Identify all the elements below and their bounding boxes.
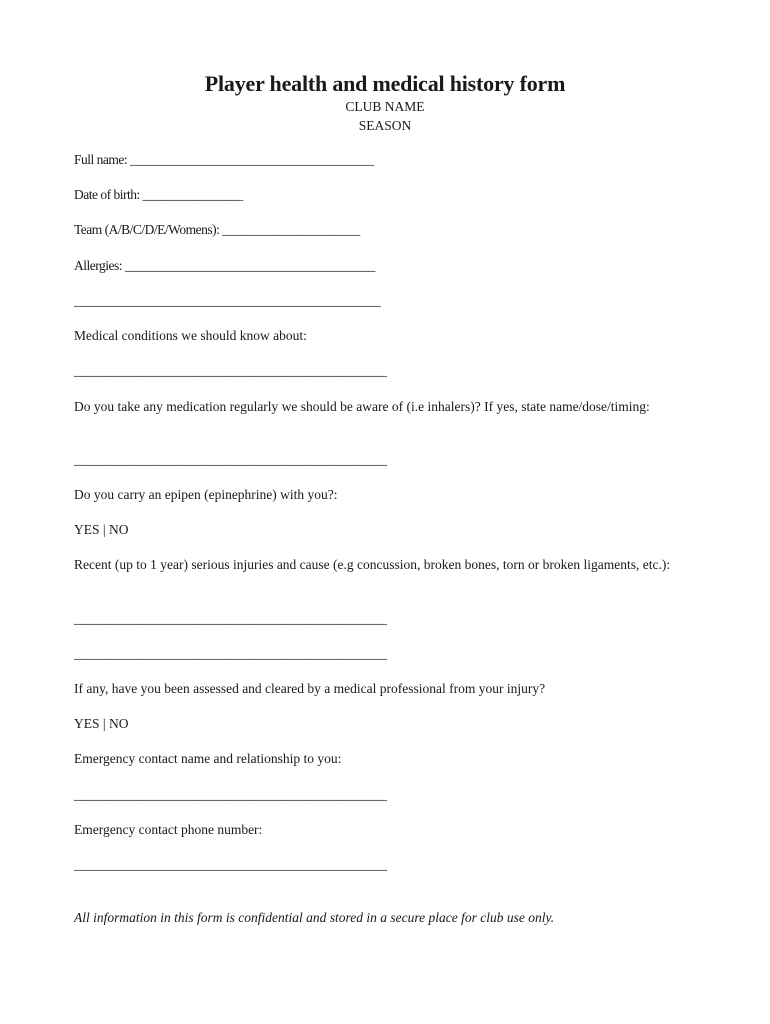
injuries-line-2[interactable]: __________________________________________________ xyxy=(74,646,387,661)
injuries-line-1[interactable]: __________________________________________________ xyxy=(74,611,387,626)
injuries-question: Recent (up to 1 year) serious injuries and cause (e.g concussion, broken bones, torn or broken ligaments, etc.): xyxy=(74,557,671,572)
epipen-question: Do you carry an epipen (epinephrine) with you?: xyxy=(74,487,338,502)
season: SEASON xyxy=(358,118,412,133)
medication-question: Do you take any medication regularly we should be aware of (i.e inhalers)? If yes, state name/dose/timing: xyxy=(74,399,650,414)
allergies-field[interactable]: Allergies: ________________________________________ xyxy=(74,258,375,273)
emergency-name-question: Emergency contact name and relationship to you: xyxy=(74,751,342,766)
confidentiality-note: All information in this form is confidential and stored in a secure place for club use only. xyxy=(74,910,555,925)
cleared-question: If any, have you been assessed and cleared by a medical professional from your injury? xyxy=(74,681,546,696)
club-name: CLUB NAME xyxy=(345,99,425,114)
page-title: Player health and medical history form xyxy=(204,71,566,96)
team-field[interactable]: Team (A/B/C/D/E/Womens): ______________________ xyxy=(74,222,360,237)
medical-conditions-question: Medical conditions we should know about: xyxy=(74,328,307,343)
medication-line[interactable]: __________________________________________________ xyxy=(74,452,387,467)
cleared-options[interactable]: YES | NO xyxy=(74,716,129,731)
full-name-field[interactable]: Full name: _______________________________________ xyxy=(74,152,374,167)
emergency-phone-question: Emergency contact phone number: xyxy=(74,822,263,837)
emergency-phone-line[interactable]: __________________________________________________ xyxy=(74,857,387,872)
medical-conditions-line[interactable]: __________________________________________________ xyxy=(74,363,387,378)
allergies-line-2[interactable]: _________________________________________________ xyxy=(74,293,381,308)
emergency-name-line[interactable]: __________________________________________________ xyxy=(74,787,387,802)
epipen-options[interactable]: YES | NO xyxy=(74,522,129,537)
dob-field[interactable]: Date of birth: ________________ xyxy=(74,187,243,202)
